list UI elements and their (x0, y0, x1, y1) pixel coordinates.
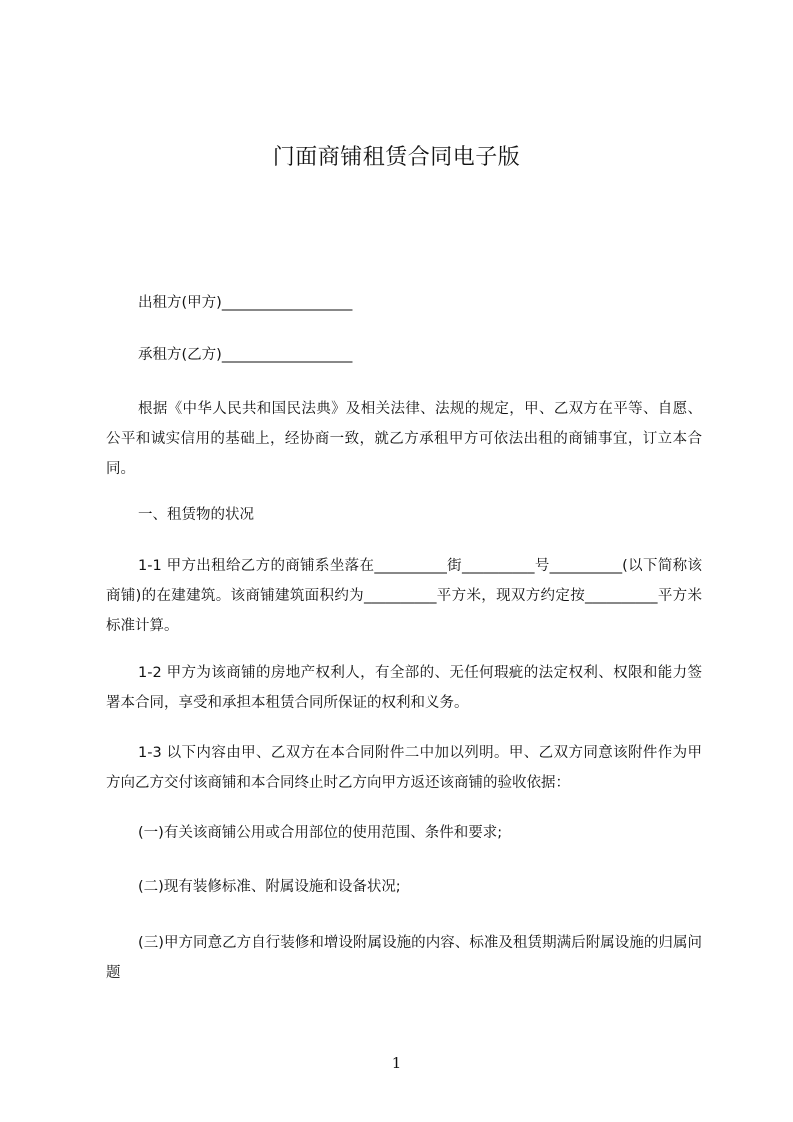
clause-1-1: 1-1 甲方出租给乙方的商铺系坐落在__________街__________号__________(以下简称该商铺)的在建建筑。该商铺建筑面积约为__________平方米，现双方约定按__________平方米标准计算。 (106, 558, 702, 634)
lessee-line: 承租方(乙方)__________________ (138, 347, 353, 363)
clause-1-2: 1-2 甲方为该商铺的房地产权利人，有全部的、无任何瑕疵的法定权利、权限和能力签署本合同，享受和承担本租赁合同所保证的权利和义务。 (106, 665, 702, 711)
list-item-1: (一)有关该商铺公用或合用部位的使用范围、条件和要求; (138, 825, 503, 841)
clause-1-3: 1-3 以下内容由甲、乙双方在本合同附件二中加以列明。甲、乙双方同意该附件作为甲方向乙方交付该商铺和本合同终止时乙方向甲方返还该商铺的验收依据： (106, 745, 702, 791)
section-heading: 一、租赁物的状况 (138, 507, 254, 523)
list-item-3: (三)甲方同意乙方自行装修和增设附属设施的内容、标准及租赁期满后附属设施的归属问题 (106, 935, 702, 981)
document-title: 门面商铺租赁合同电子版 (272, 145, 521, 170)
preamble-paragraph: 根据《中华人民共和国民法典》及相关法律、法规的规定，甲、乙双方在平等、自愿、公平和诚实信用的基础上，经协商一致，就乙方承租甲方可依法出租的商铺事宜，订立本合同。 (106, 401, 702, 477)
lessor-line: 出租方(甲方)__________________ (138, 295, 353, 311)
page-number: 1 (391, 1054, 402, 1072)
list-item-2: (二)现有装修标准、附属设施和设备状况; (138, 879, 401, 895)
